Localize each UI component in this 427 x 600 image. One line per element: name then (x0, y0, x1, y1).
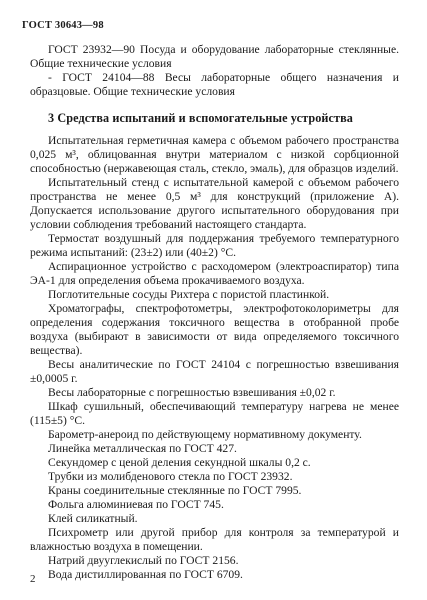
section-title: 3 Средства испытаний и вспомогательные устройства (48, 111, 354, 125)
page-header: ГОСТ 30643—98 (22, 20, 104, 31)
paragraph-silicate-glue: Клей силикатный. (48, 512, 138, 525)
paragraph-glass-tubes: Трубки из молибденового стекла по ГОСТ 23932. (48, 470, 293, 483)
paragraph-chromatographs: Хроматографы, спектрофотометры, электрофотоколориметры для определения содержания токсичного вещества в отобранной пробе воздуха (выбирают в зависимости от вида определяемого токсичного вещества). (30, 302, 399, 357)
page-number: 2 (30, 573, 36, 585)
paragraph-aspirator: Аспирационное устройство с расходомером (электроаспиратор) типа ЭА-1 для определения объема прокачиваемого воздуха. (30, 260, 399, 287)
paragraph-test-chamber: Испытательная герметичная камера с объемом рабочего пространства 0,025 м³, облицованная внутри материалом с низкой сорбционной способностью (нержавеющая сталь, стекло, эмаль), для образцов изделий. (30, 134, 399, 175)
paragraph-analytical-scales: Весы аналитические по ГОСТ 24104 с погрешностью взвешивания ±0,0005 г. (30, 358, 399, 385)
paragraph-test-stand: Испытательный стенд с испытательной камерой с объемом рабочего пространства не менее 0,5 м³ для конструкций (приложение А). Допускается использование другого испытательного оборудования при условии соблюдения требований настоящего стандарта. (30, 176, 399, 231)
reference-gost-23932: ГОСТ 23932—90 Посуда и оборудование лабораторные стеклянные. Общие технические условия (30, 43, 399, 70)
paragraph-glass-taps: Краны соединительные стеклянные по ГОСТ 7995. (48, 484, 302, 497)
paragraph-drying-cabinet: Шкаф сушильный, обеспечивающий температуру нагрева не менее (115±5) °С. (30, 400, 399, 427)
paragraph-thermostat: Термостат воздушный для поддержания требуемого температурного режима испытаний: (23±2) или (40±2) °С. (30, 232, 399, 259)
paragraph-lab-scales: Весы лабораторные с погрешностью взвешивания ±0,02 г. (48, 386, 336, 399)
reference-gost-24104: - ГОСТ 24104—88 Весы лабораторные общего назначения и образцовые. Общие технические условия (30, 71, 399, 98)
paragraph-aluminium-foil: Фольга алюминиевая по ГОСТ 745. (48, 498, 224, 511)
paragraph-psychrometer: Психрометр или другой прибор для контроля за температурой и влажностью воздуха в помещении. (30, 526, 399, 553)
paragraph-ruler: Линейка металлическая по ГОСТ 427. (48, 442, 237, 455)
paragraph-sodium-bicarbonate: Натрий двууглекислый по ГОСТ 2156. (48, 554, 239, 567)
paragraph-absorption-vessels: Поглотительные сосуды Рихтера с пористой пластинкой. (48, 288, 330, 301)
paragraph-stopwatch: Секундомер с ценой деления секундной шкалы 0,2 с. (48, 456, 311, 469)
paragraph-distilled-water: Вода дистиллированная по ГОСТ 6709. (48, 568, 243, 581)
paragraph-barometer: Барометр-анероид по действующему нормативному документу. (48, 428, 362, 441)
